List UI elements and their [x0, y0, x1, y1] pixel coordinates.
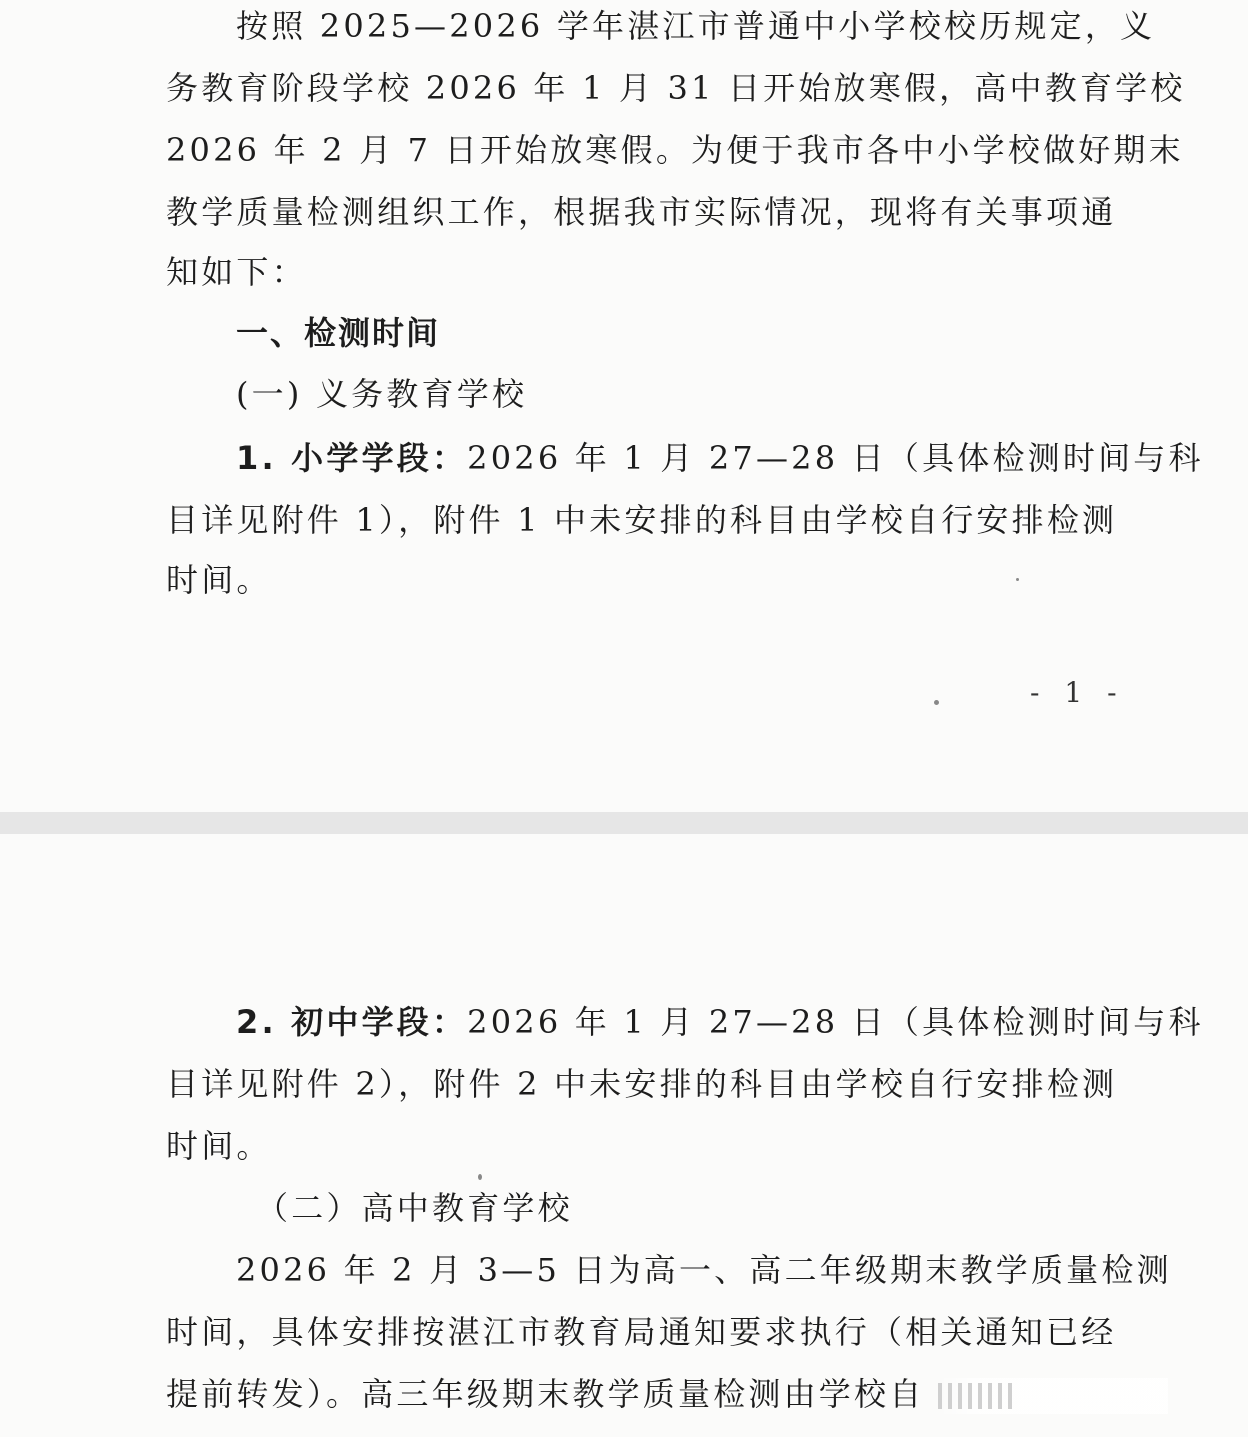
watermark-logo: [938, 1378, 1168, 1414]
paragraph-line: 知如下：: [166, 253, 307, 291]
subsection-heading: (一) 义务教育学校: [236, 375, 528, 413]
item-text: 2026 年 1 月 27—28 日（具体检测时间与科: [467, 1003, 1204, 1041]
scan-speck: [934, 700, 939, 705]
item-text: 2026 年 1 月 27—28 日（具体检测时间与科: [467, 439, 1204, 477]
paragraph-line: 目详见附件 2），附件 2 中未安排的科目由学校自行安排检测: [166, 1065, 1118, 1103]
scan-speck: [478, 1174, 482, 1180]
paragraph-line: 时间，具体安排按湛江市教育局通知要求执行（相关通知已经: [166, 1313, 1117, 1351]
watermark-bar: [948, 1383, 952, 1409]
paragraph-line: 提前转发）。高三年级期末教学质量检测由学校自: [166, 1375, 925, 1413]
page-separator: [0, 812, 1248, 834]
paragraph-line: 时间。: [166, 561, 272, 599]
watermark-bar: [968, 1383, 972, 1409]
watermark-bar: [938, 1383, 942, 1409]
watermark-bar: [998, 1383, 1002, 1409]
paragraph-line: 2026 年 2 月 3—5 日为高一、高二年级期末教学质量检测: [236, 1251, 1172, 1289]
item-line: [236, 438, 1204, 478]
scan-speck: [1016, 578, 1019, 581]
paragraph-line: 2026 年 2 月 7 日开始放寒假。为便于我市各中小学校做好期末: [166, 131, 1184, 169]
section-heading: 一、检测时间: [236, 314, 441, 352]
document-page-2: [0, 834, 1248, 1437]
paragraph-line: 务教育阶段学校 2026 年 1 月 31 日开始放寒假，高中教育学校: [166, 69, 1186, 107]
paragraph-line: 教学质量检测组织工作，根据我市实际情况，现将有关事项通: [166, 193, 1117, 231]
paragraph-line: 目详见附件 1），附件 1 中未安排的科目由学校自行安排检测: [166, 501, 1118, 539]
paragraph-line: 按照 2025—2026 学年湛江市普通中小学校校历规定，义: [236, 7, 1156, 45]
item-line: [236, 1002, 1204, 1042]
paragraph-line: 时间。: [166, 1127, 272, 1165]
item-label: 1. 小学学段：: [236, 439, 468, 477]
watermark-bar: [978, 1383, 982, 1409]
page-number: - 1 -: [1030, 676, 1125, 709]
watermark-bar: [1008, 1383, 1012, 1409]
watermark-bar: [958, 1383, 962, 1409]
subsection-heading: （二）高中教育学校: [256, 1189, 573, 1227]
watermark-bar: [988, 1383, 992, 1409]
item-label: 2. 初中学段：: [236, 1003, 468, 1041]
